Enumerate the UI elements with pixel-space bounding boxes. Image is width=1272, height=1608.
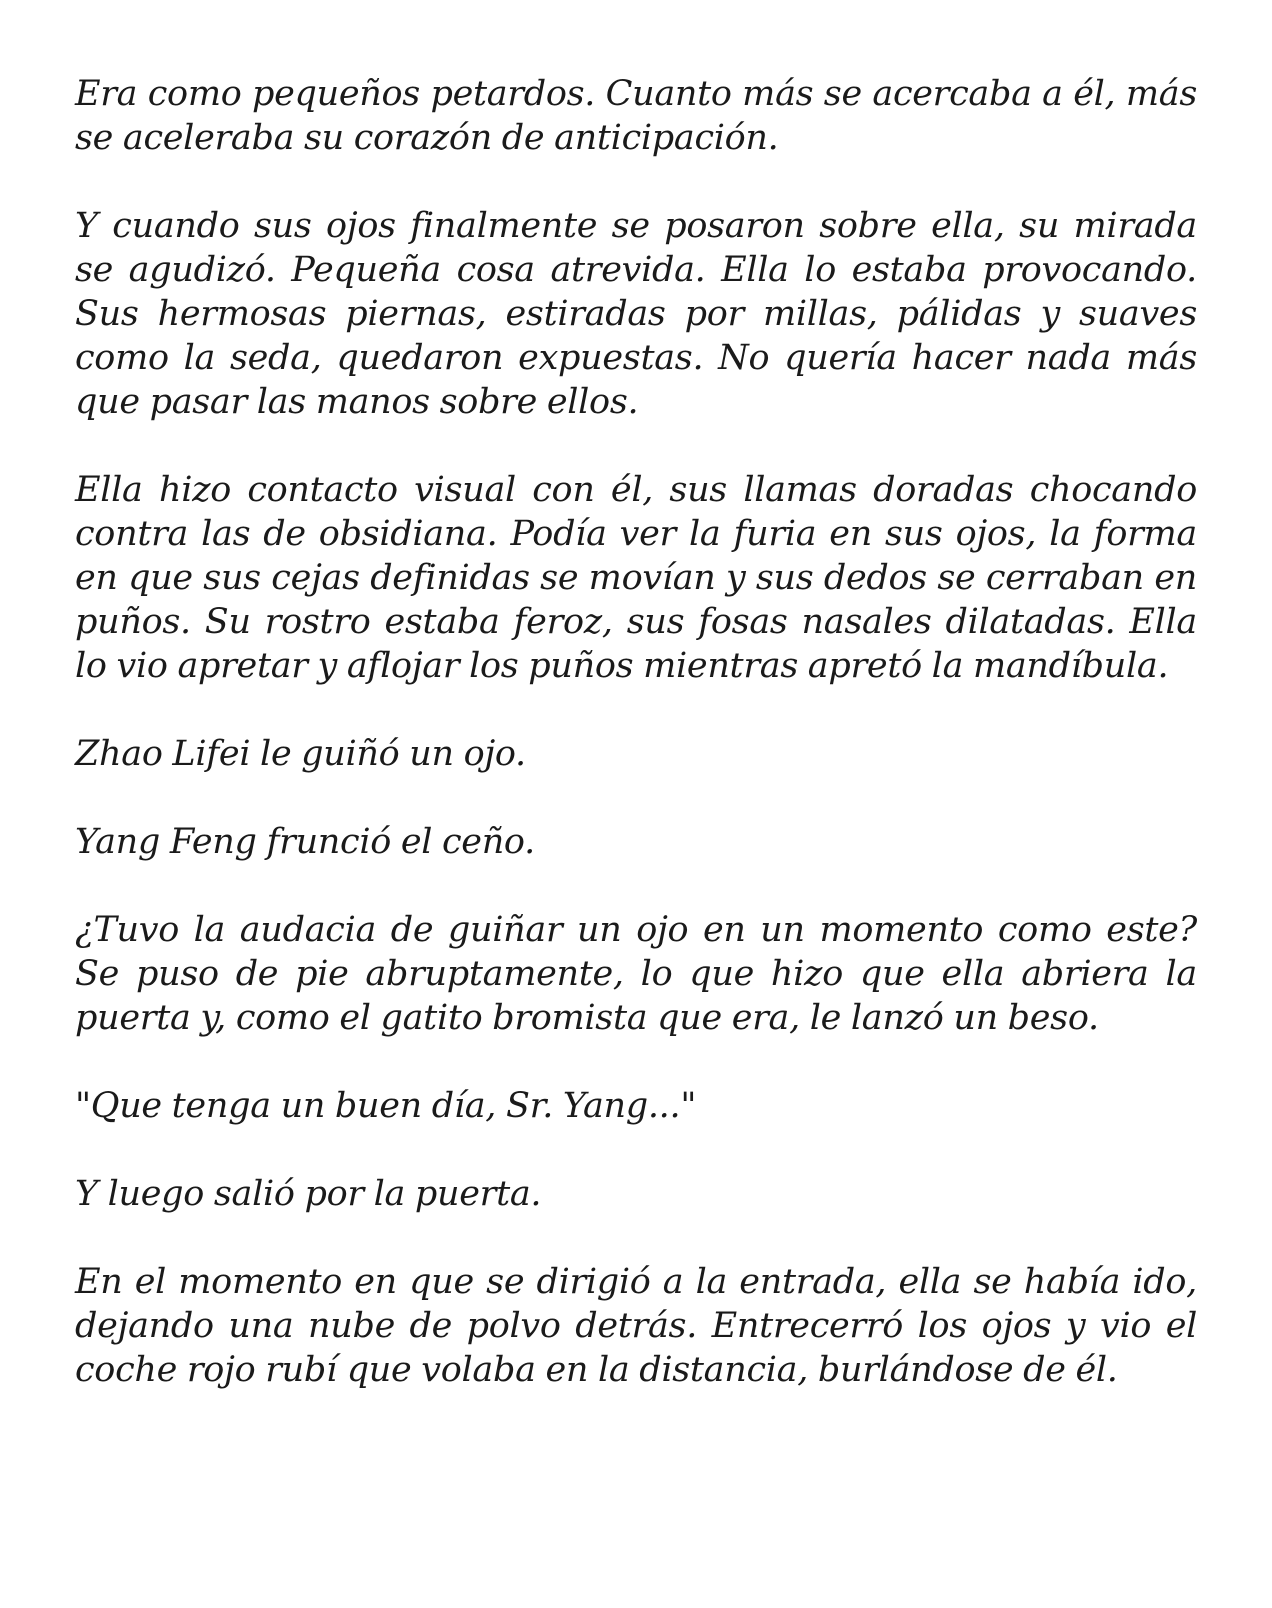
paragraph-1: Era como pequeños petardos. Cuanto más se acercaba a él, más se aceleraba su corazón de anticipación. bbox=[75, 74, 1197, 158]
paragraph-7: "Que tenga un buen día, Sr. Yang..." bbox=[75, 1086, 697, 1126]
paragraph-4: Zhao Lifei le guiñó un ojo. bbox=[75, 734, 526, 774]
paragraph-5: Yang Feng frunció el ceño. bbox=[75, 822, 535, 862]
paragraph-9: En el momento en que se dirigió a la entrada, ella se había ido, dejando una nube de polvo detrás. Entrecerró los ojos y vio el coche rojo rubí que volaba en la distancia, burlándose de él. bbox=[75, 1262, 1197, 1390]
paragraph-6: ¿Tuvo la audacia de guiñar un ojo en un momento como este? Se puso de pie abruptamente, lo que hizo que ella abriera la puerta y, como el gatito bromista que era, le lanzó un beso. bbox=[75, 910, 1197, 1038]
paragraph-8: Y luego salió por la puerta. bbox=[75, 1174, 542, 1214]
paragraph-3: Ella hizo contacto visual con él, sus llamas doradas chocando contra las de obsidiana. Podía ver la furia en sus ojos, la forma en que sus cejas definidas se movían y sus dedos se cerraban en puños. Su rostro estaba feroz, sus fosas nasales dilatadas. Ella lo vio apretar y aflojar los puños mientras apretó la mandíbula. bbox=[75, 470, 1197, 686]
paragraph-2: Y cuando sus ojos finalmente se posaron sobre ella, su mirada se agudizó. Pequeña cosa atrevida. Ella lo estaba provocando. Sus hermosas piernas, estiradas por millas, pálidas y suaves como la seda, quedaron expuestas. No quería hacer nada más que pasar las manos sobre ellos. bbox=[75, 206, 1197, 422]
